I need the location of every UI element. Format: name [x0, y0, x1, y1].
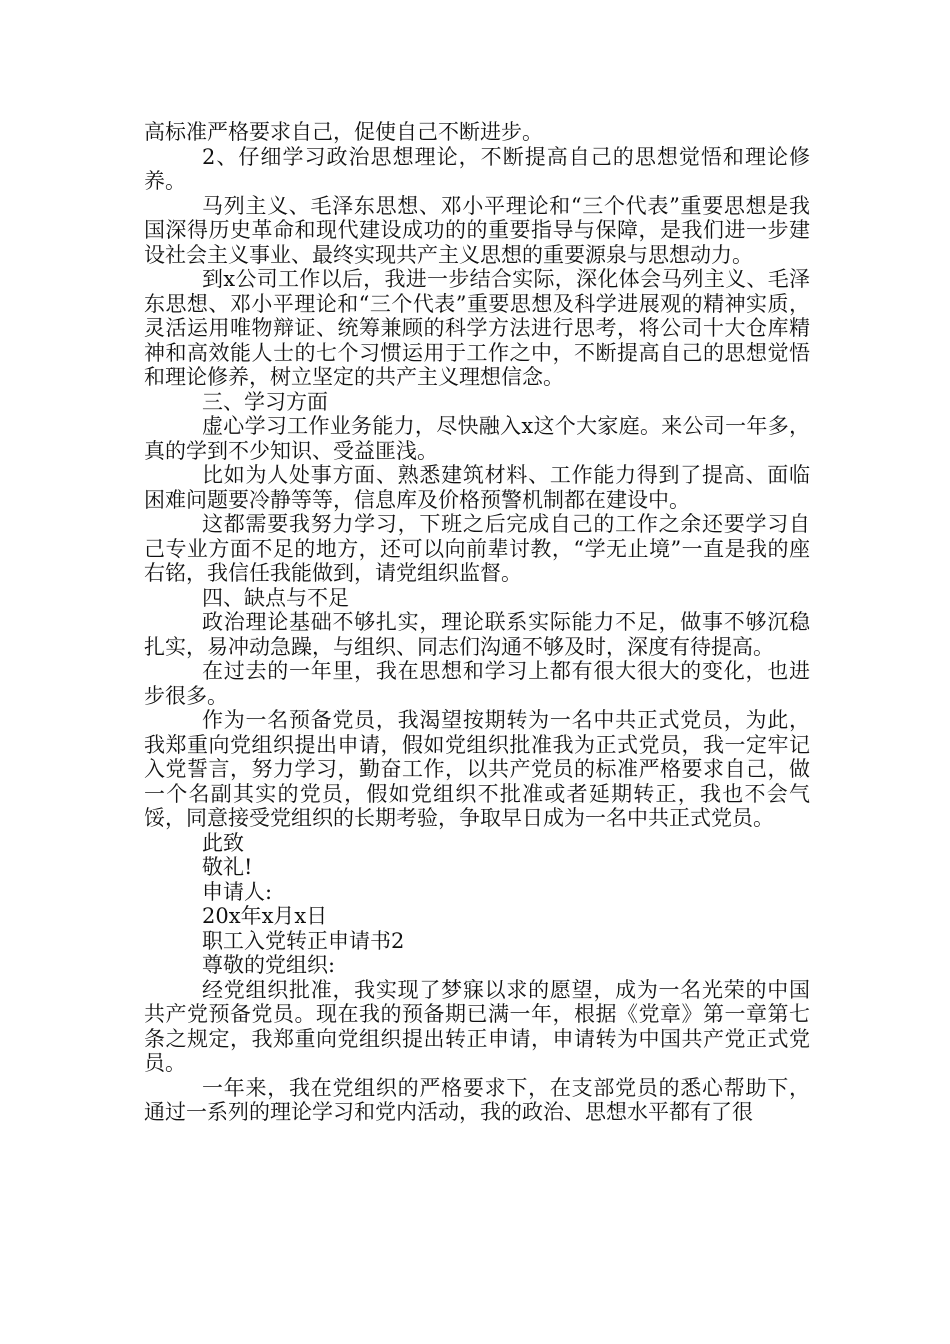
paragraph: 作为一名预备党员，我渴望按期转为一名中共正式党员，为此，我郑重向党组织提出申请，假如党组织批准我为正式党员，我一定牢记入党誓言，努力学习，勤奋工作，以共产党员的标准严格要求自己，做一个名副其实的党员，假如党组织不批准或者延期转正，我也不会气馁，同意接受党组织的长期考验，争取早日成为一名中共正式党员。 [144, 708, 810, 830]
paragraph: 在过去的一年里，我在思想和学习上都有很大很大的变化，也进步很多。 [144, 659, 810, 708]
paragraph: 虚心学习工作业务能力，尽快融入x这个大家庭。来公司一年多，真的学到不少知识、受益匪浅。 [144, 414, 810, 463]
paragraph: 高标准严格要求自己，促使自己不断进步。 [144, 120, 543, 144]
paragraph: 这都需要我努力学习，下班之后完成自己的工作之余还要学习自己专业方面不足的地方，还可以向前辈讨教，“学无止境”一直是我的座右铭，我信任我能做到，请党组织监督。 [144, 512, 810, 585]
paragraph: 政治理论基础不够扎实，理论联系实际能力不足，做事不够沉稳扎实，易冲动急躁，与组织、同志们沟通不够及时，深度有待提高。 [144, 610, 810, 659]
paragraph: 2、仔细学习政治思想理论，不断提高自己的思想觉悟和理论修养。 [144, 144, 810, 193]
date-line: 20x年x月x日 [202, 904, 328, 928]
applicant-line: 申请人: [202, 879, 273, 904]
paragraph: 一年来，我在党组织的严格要求下，在支部党员的悉心帮助下，通过一系列的理论学习和党内活动，我的政治、思想水平都有了很 [144, 1075, 810, 1124]
document-title: 职工入党转正申请书2 [202, 928, 405, 953]
section-heading: 四、缺点与不足 [202, 585, 349, 610]
salutation: 尊敬的党组织: [202, 953, 336, 977]
closing-line: 敬礼! [202, 855, 253, 879]
section-heading: 三、学习方面 [202, 389, 328, 414]
document-body [144, 120, 810, 1125]
closing-line: 此致 [202, 830, 244, 855]
paragraph: 到x公司工作以后，我进一步结合实际，深化体会马列主义、毛泽东思想、邓小平理论和“三个代表”重要思想及科学进展观的精神实质，灵活运用唯物辩证、统筹兼顾的科学方法进行思考，将公司十大仓库精神和高效能人士的七个习惯运用于工作之中，不断提高自己的思想觉悟和理论修养，树立坚定的共产主义理想信念。 [144, 267, 810, 389]
paragraph: 经党组织批准，我实现了梦寐以求的愿望，成为一名光荣的中国共产党预备党员。现在我的预备期已满一年，根据《党章》第一章第七条之规定，我郑重向党组织提出转正申请，申请转为中国共产党正式党员。 [144, 977, 810, 1075]
paragraph: 马列主义、毛泽东思想、邓小平理论和“三个代表”重要思想是我国深得历史革命和现代建设成功的的重要指导与保障，是我们进一步建设社会主义事业、最终实现共产主义思想的重要源泉与思想动力。 [144, 193, 810, 267]
paragraph: 比如为人处事方面、熟悉建筑材料、工作能力得到了提高、面临困难问题要冷静等等，信息库及价格预警机制都在建设中。 [144, 463, 810, 512]
